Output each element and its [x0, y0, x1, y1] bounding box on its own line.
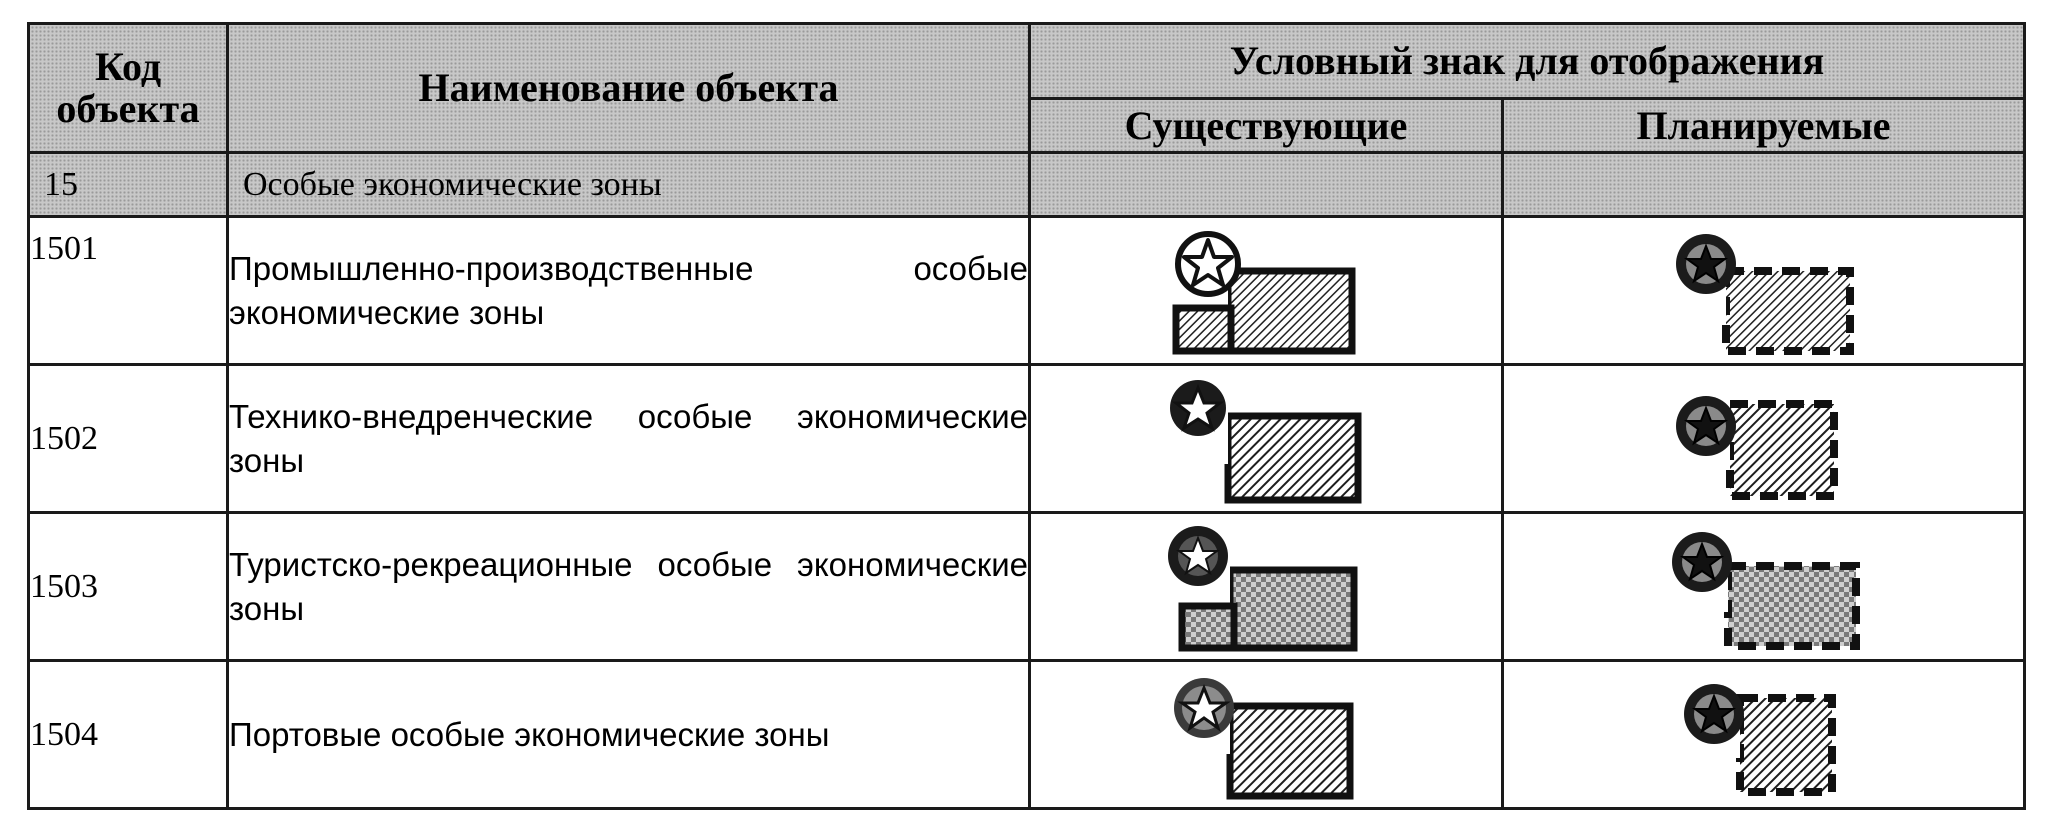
header-name: Наименование объекта: [228, 24, 1030, 153]
section-empty-planned: [1503, 153, 2025, 217]
section-row: [29, 153, 2025, 217]
symbol-existing-cell: [1030, 661, 1503, 809]
header-code: Код объекта: [29, 24, 228, 153]
star-emblem-dashed-icon: [1644, 374, 1884, 504]
symbol-planned-cell: [1503, 365, 2025, 513]
row-name: Портовые особые экономические зоны: [228, 661, 1030, 809]
section-empty-existing: [1030, 153, 1503, 217]
star-emblem-dashed-icon: [1644, 226, 1884, 356]
symbol-existing-cell: [1030, 217, 1503, 365]
symbol-existing-cell: [1030, 365, 1503, 513]
row-code: 1501: [29, 217, 228, 365]
row-name: Туристско-рекреационные особые экономические зоны: [228, 513, 1030, 661]
table-row: [29, 661, 2025, 809]
star-emblem-dashed-icon: [1644, 522, 1884, 652]
symbol-existing-cell: [1030, 513, 1503, 661]
header-planned: Планируемые: [1503, 99, 2025, 153]
symbol-planned-cell: [1503, 513, 2025, 661]
star-emblem-dashed-icon: [1644, 670, 1884, 800]
star-emblem-filled-icon: [1146, 522, 1386, 652]
table-row: [29, 217, 2025, 365]
table-row: [29, 365, 2025, 513]
row-code: 1502: [29, 365, 228, 513]
row-name: Технико-внедренческие особые экономические зоны: [228, 365, 1030, 513]
table-row: [29, 513, 2025, 661]
star-emblem-outline-icon: [1146, 226, 1386, 356]
star-emblem-gray-icon: [1146, 670, 1386, 800]
star-emblem-filled-icon: [1146, 374, 1386, 504]
row-code: 1504: [29, 661, 228, 809]
symbol-planned-cell: [1503, 661, 2025, 809]
row-code: 1503: [29, 513, 228, 661]
header-symbol-group: Условный знак для отображения: [1030, 24, 2025, 99]
section-name: Особые экономические зоны: [228, 153, 1030, 217]
header-existing: Существующие: [1030, 99, 1503, 153]
section-code: 15: [29, 153, 228, 217]
row-name: Промышленно-производственные особые экономические зоны: [228, 217, 1030, 365]
symbol-planned-cell: [1503, 217, 2025, 365]
legend-table: [27, 22, 2026, 810]
